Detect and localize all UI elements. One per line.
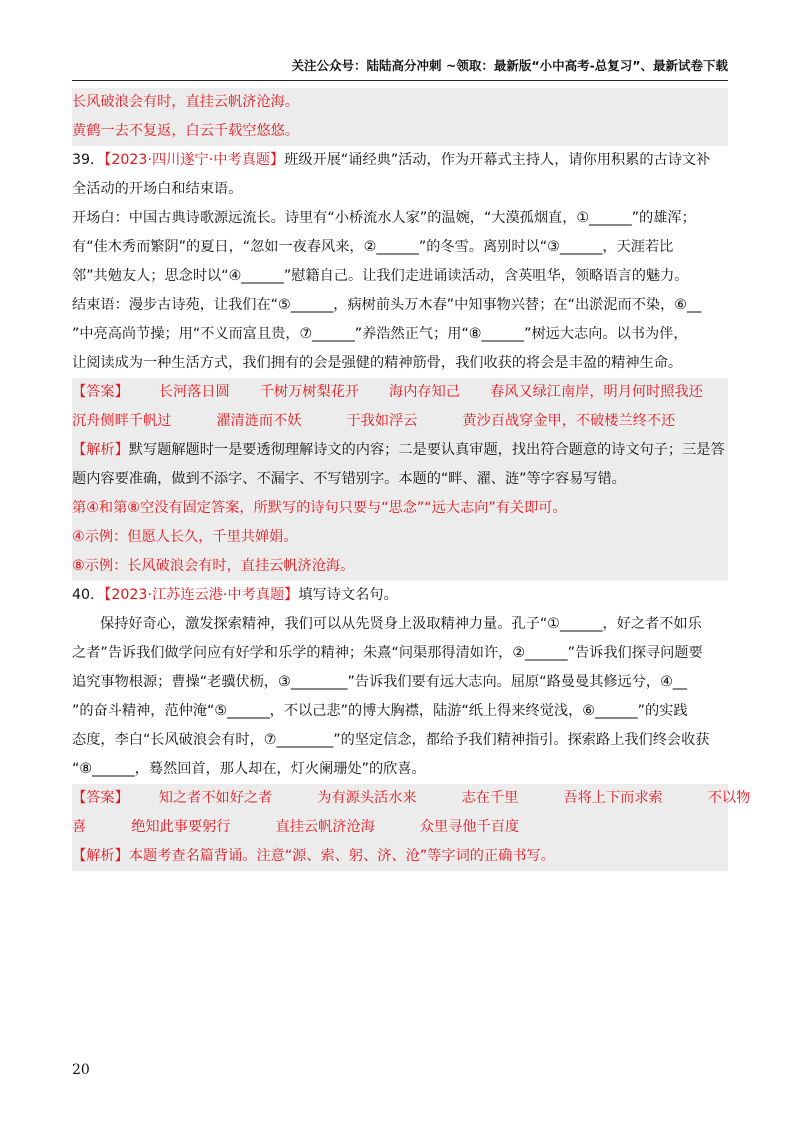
question-stem [72, 146, 728, 175]
answer-item: 千树万树梨花开 [259, 384, 360, 400]
question-number: 40． [72, 587, 105, 603]
answer-item: 吾将上下而求索 [563, 790, 663, 806]
question-number: 39． [72, 152, 105, 168]
question-body-line: 之者”告诉我们做学问应有好学和乐学的精神；朱熹“问渠那得清如许，②______”告诉我们探寻问题要 [72, 645, 703, 661]
answer-item: 海内存知己 [389, 384, 460, 400]
answer-item: 知之者不如好之者 [158, 790, 273, 806]
analysis-text: 本题考查名篇背诵。注意“源、索、躬、济、沧”等字词的正确书写。 [128, 848, 555, 864]
answer-item: 为有源头活水来 [317, 790, 417, 806]
answer-item: 直挂云帆济沧海 [275, 819, 375, 835]
analysis-line: ④示例：但愿人长久，千里共婵娟。 [72, 529, 298, 545]
header-rule [72, 80, 728, 81]
answer-item: 众里寻他千百度 [419, 819, 520, 835]
analysis-line: ⑧示例：长风破浪会有时，直挂云帆济沧海。 [72, 558, 355, 574]
question-40 [72, 581, 728, 784]
page-header: 关注公众号：陆陆高分冲刺 ~领取：最新版“小中高考-总复习”、最新试卷下载 [291, 58, 728, 73]
question-text: 填写诗文名句。 [298, 587, 398, 603]
answer-line [72, 407, 728, 436]
analysis-tag: 【解析】 [72, 442, 129, 458]
question-body-line: 让阅读成为一种生活方式，我们拥有的会是强健的精神筋骨，我们收获的将会是丰盈的精神生命。 [72, 355, 683, 371]
analysis-line [72, 842, 728, 871]
answer-item: 黄沙百战穿金甲，不破楼兰终不还 [462, 413, 676, 429]
answer-item: 于我如浮云 [346, 413, 418, 429]
answer-line [72, 813, 728, 842]
answer-item: 春风又绿江南岸，明月何时照我还 [490, 384, 703, 400]
analysis-line [72, 436, 728, 465]
answer-tag: 【答案】 [72, 384, 129, 400]
answer-block-40 [72, 784, 751, 871]
answer-item: 沉舟侧畔千帆过 [72, 413, 172, 429]
answer-tag: 【答案】 [72, 790, 129, 806]
prev-answer-line: 黄鹤一去不复返，白云千载空悠悠。 [72, 123, 300, 139]
question-body-line: 开场白：中国古典诗歌源远流长。诗里有“小桥流水人家”的温婉，“大漠孤烟直，①______”的雄浑； [72, 210, 696, 226]
question-body-line: 保持好奇心，激发探索精神，我们可以从先贤身上汲取精神力量。孔子“①______，好之者不如乐 [100, 616, 702, 632]
answer-item: 长河落日圆 [158, 384, 230, 400]
previous-answer-block [72, 88, 728, 146]
answer-block-39 [72, 378, 728, 581]
question-text: 班级开展“诵经典”活动，作为开幕式主持人，请你用积累的古诗文补 [284, 152, 711, 168]
question-body-line: 有“佳木秀而繁阴”的夏日，“忽如一夜春风来，②______”的冬雪。离别时以“③______，天涯若比 [72, 239, 674, 255]
answer-item: 喜 [72, 819, 87, 835]
question-body-line: 结束语：漫步古诗苑，让我们在“⑤______，病树前头万木春”中知事物兴替；在“出淤泥而不染，⑥__ [72, 297, 702, 313]
question-39 [72, 146, 728, 378]
analysis-line: 题内容要准确，做到不添字、不漏字、不写错别字。本题的“畔、濯、涟”等字容易写错。 [72, 471, 626, 487]
answer-line [72, 784, 751, 813]
page-number: 20 [72, 1062, 90, 1078]
analysis-line: 第④和第⑧空没有固定答案，所默写的诗句只要与“思念”“远大志向”有关即可。 [72, 500, 567, 516]
analysis-text: 默写题解题时一是要透彻理解诗文的内容；二是要认真审题，找出符合题意的诗文句子；三是答 [128, 442, 725, 458]
answer-item: 绝知此事要躬行 [131, 819, 231, 835]
question-body-line: “⑧______，蓦然回首，那人却在，灯火阑珊处”的欣喜。 [72, 761, 426, 777]
answer-line [72, 378, 728, 407]
question-stem [72, 581, 728, 610]
answer-item: 志在千里 [461, 790, 519, 806]
question-body-line: 邻”共勉友人；思念时以“④______”慰籍自己。让我们走进诵读活动，含英咀华，领略语言的魅力。 [72, 268, 689, 284]
analysis-tag: 【解析】 [72, 848, 129, 864]
prev-answer-line: 长风破浪会有时，直挂云帆济沧海。 [72, 94, 300, 110]
question-body-line: ”的奋斗精神，范仲淹“⑤______，不以己悲”的博大胸襟，陆游“纸上得来终觉浅，⑥______”的实践 [72, 703, 688, 719]
question-source-tag: 【2023·江苏连云港·中考真题】 [104, 587, 299, 603]
answer-item: 濯清涟而不妖 [216, 413, 302, 429]
answer-item: 不以物 [707, 790, 751, 806]
question-body-line: ”中亮高尚节操；用“不义而富且贵，⑦______”养浩然正气；用“⑧______”树远大志向。以书为伴， [72, 326, 688, 342]
question-body-line: 态度，李白“长风破浪会有时，⑦________”的坚定信念，都给予我们精神指引。探索路上我们终会收获 [72, 732, 710, 748]
question-source-tag: 【2023·四川遂宁·中考真题】 [104, 152, 285, 168]
document-body [72, 88, 751, 871]
question-body-line: 追究事物根源；曹操“老骥伏枥，③________”告诉我们要有远大志向。屈原“路曼曼其修远兮，④__ [72, 674, 687, 690]
question-text-line: 全活动的开场白和结束语。 [72, 181, 243, 197]
